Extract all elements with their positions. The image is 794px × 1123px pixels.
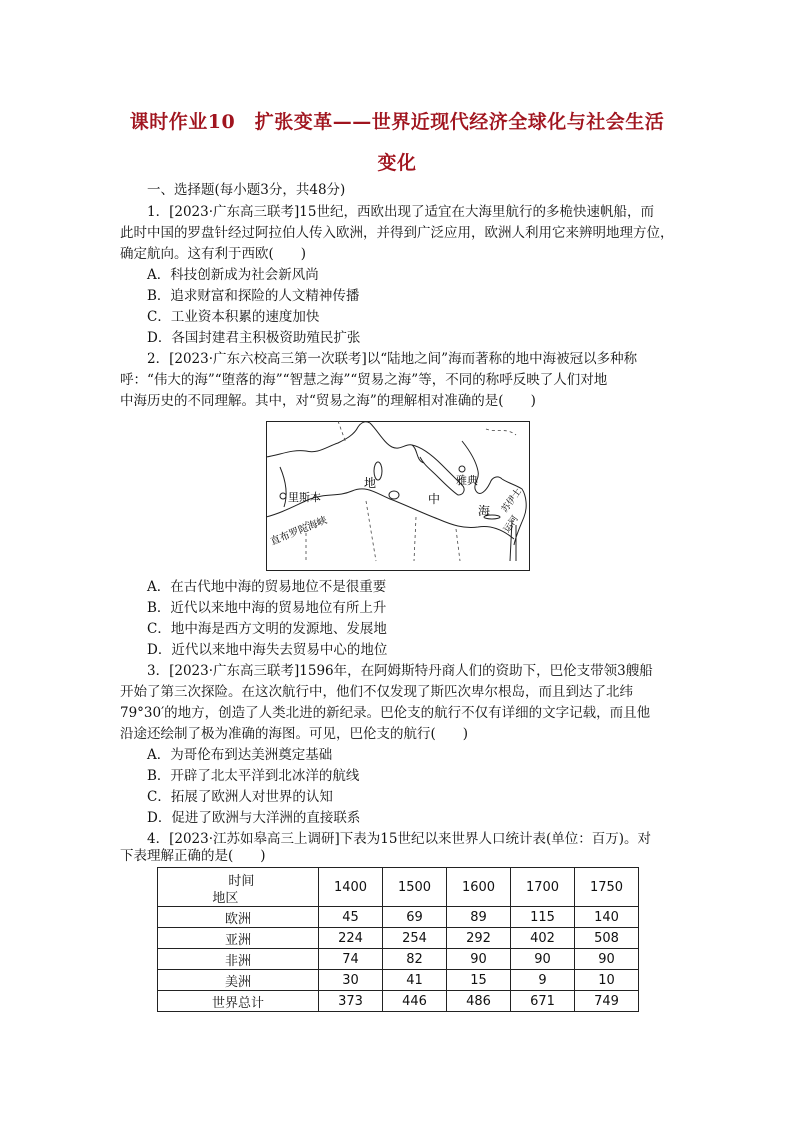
q1-stem-line1: 1．[2023·广东高三联考]15世纪，西欧出现了适宜在大海里航行的多桅快速帆船，而 xyxy=(147,204,654,220)
region-cell: 亚洲 xyxy=(158,928,319,949)
mediterranean-map xyxy=(266,421,530,571)
value-cell: 9 xyxy=(511,970,575,991)
q4-stem-line2: 下表理解正确的是( ) xyxy=(120,848,266,864)
value-cell: 89 xyxy=(447,907,511,928)
corner-label-region: 地区 xyxy=(212,891,239,906)
value-cell: 486 xyxy=(447,991,511,1012)
q2-option-a: A．在古代地中海的贸易地位不是很重要 xyxy=(147,579,387,595)
q4-stem-line1: 4．[2023·江苏如皋高三上调研]下表为15世纪以来世界人口统计表(单位：百万)。对 xyxy=(147,831,651,847)
athens-marker xyxy=(459,466,465,472)
table-row xyxy=(158,970,639,991)
q2-option-c: C．地中海是西方文明的发源地、发展地 xyxy=(147,621,387,637)
q1-option-c: C．工业资本积累的速度加快 xyxy=(147,309,320,325)
value-cell: 69 xyxy=(383,907,447,928)
year-header: 1400 xyxy=(319,868,383,907)
q3-option-a: A．为哥伦布到达美洲奠定基础 xyxy=(147,747,333,763)
label-gibraltar: 直布罗陀海峡 xyxy=(269,515,329,548)
q3-option-d: D．促进了欧洲与大洋洲的直接联系 xyxy=(147,810,361,826)
value-cell: 90 xyxy=(447,949,511,970)
table-row xyxy=(158,949,639,970)
q3-option-c: C．拓展了欧洲人对世界的认知 xyxy=(147,789,333,805)
value-cell: 373 xyxy=(319,991,383,1012)
q1-stem-line3: 确定航向。这有利于西欧( ) xyxy=(120,246,307,262)
region-cell: 欧洲 xyxy=(158,907,319,928)
q1-option-d: D．各国封建君主积极资助殖民扩张 xyxy=(147,330,361,346)
value-cell: 671 xyxy=(511,991,575,1012)
value-cell: 254 xyxy=(383,928,447,949)
q2-option-b: B．近代以来地中海的贸易地位有所上升 xyxy=(147,600,387,616)
value-cell: 82 xyxy=(383,949,447,970)
label-suez-2: 运河 xyxy=(501,513,520,535)
year-header: 1600 xyxy=(447,868,511,907)
year-header: 1750 xyxy=(575,868,639,907)
value-cell: 115 xyxy=(511,907,575,928)
value-cell: 140 xyxy=(575,907,639,928)
q3-stem-line2: 开始了第三次探险。在这次航行中，他们不仅发现了斯匹次卑尔根岛，而且到达了北纬 xyxy=(120,684,633,700)
value-cell: 41 xyxy=(383,970,447,991)
value-cell: 402 xyxy=(511,928,575,949)
year-header: 1500 xyxy=(383,868,447,907)
page-title: 课时作业10 扩张变革——世界近现代经济全球化与社会生活 xyxy=(129,111,665,133)
table-row xyxy=(158,907,639,928)
value-cell: 90 xyxy=(575,949,639,970)
table-row xyxy=(158,928,639,949)
value-cell: 749 xyxy=(575,991,639,1012)
value-cell: 224 xyxy=(319,928,383,949)
label-sea-1: 地 xyxy=(364,476,377,490)
table-header-row xyxy=(158,868,639,907)
label-athens: 雅典 xyxy=(456,475,478,487)
q1-stem-line2: 此时中国的罗盘针经过阿拉伯人传入欧洲，并得到广泛应用，欧洲人利用它来辨明地理方位， xyxy=(120,225,674,241)
table-corner-cell xyxy=(158,868,319,907)
q1-option-b: B．追求财富和探险的人文精神传播 xyxy=(147,288,360,304)
value-cell: 15 xyxy=(447,970,511,991)
value-cell: 45 xyxy=(319,907,383,928)
value-cell: 446 xyxy=(383,991,447,1012)
q2-stem-line1: 2．[2023·广东六校高三第一次联考]以“陆地之间”海而著称的地中海被冠以多种称 xyxy=(147,351,638,367)
q2-option-d: D．近代以来地中海失去贸易中心的地位 xyxy=(147,642,388,658)
population-table xyxy=(157,867,639,1012)
value-cell: 30 xyxy=(319,970,383,991)
value-cell: 10 xyxy=(575,970,639,991)
q3-stem-line4: 沿途还绘制了极为准确的海图。可见，巴伦支的航行( ) xyxy=(120,726,469,742)
q3-stem-line3: 79°30′的地方，创造了人类北进的新纪录。巴伦支的航行不仅有详细的文字记载，而且他 xyxy=(120,705,651,721)
q2-stem-line2: 呼：“伟大的海”“堕落的海”“智慧之海”“贸易之海”等，不同的称呼反映了人们对地 xyxy=(120,372,608,388)
label-lisbon: 里斯本 xyxy=(288,492,321,504)
value-cell: 508 xyxy=(575,928,639,949)
value-cell: 292 xyxy=(447,928,511,949)
q1-option-a: A．科技创新成为社会新风尚 xyxy=(147,267,319,283)
q3-stem-line1: 3．[2023·广东高三联考]1596年，在阿姆斯特丹商人们的资助下，巴伦支带领3艘船 xyxy=(147,663,653,679)
lisbon-marker xyxy=(280,493,286,499)
region-cell: 世界总计 xyxy=(158,991,319,1012)
corner-label-time: 时间 xyxy=(228,874,255,889)
q2-stem-line3: 中海历史的不同理解。其中，对“贸易之海”的理解相对准确的是( ) xyxy=(120,393,536,409)
value-cell: 74 xyxy=(319,949,383,970)
table-row xyxy=(158,991,639,1012)
q3-option-b: B．开辟了北太平洋到北冰洋的航线 xyxy=(147,768,360,784)
section-heading: 一、选择题(每小题3分，共48分) xyxy=(147,182,346,198)
region-cell: 美洲 xyxy=(158,970,319,991)
value-cell: 90 xyxy=(511,949,575,970)
label-sea-2: 中 xyxy=(428,492,441,506)
label-suez-1: 苏伊士 xyxy=(499,486,524,515)
year-header: 1700 xyxy=(511,868,575,907)
label-sea-3: 海 xyxy=(478,504,491,518)
region-cell: 非洲 xyxy=(158,949,319,970)
page-title-continued: 变化 xyxy=(377,152,417,174)
